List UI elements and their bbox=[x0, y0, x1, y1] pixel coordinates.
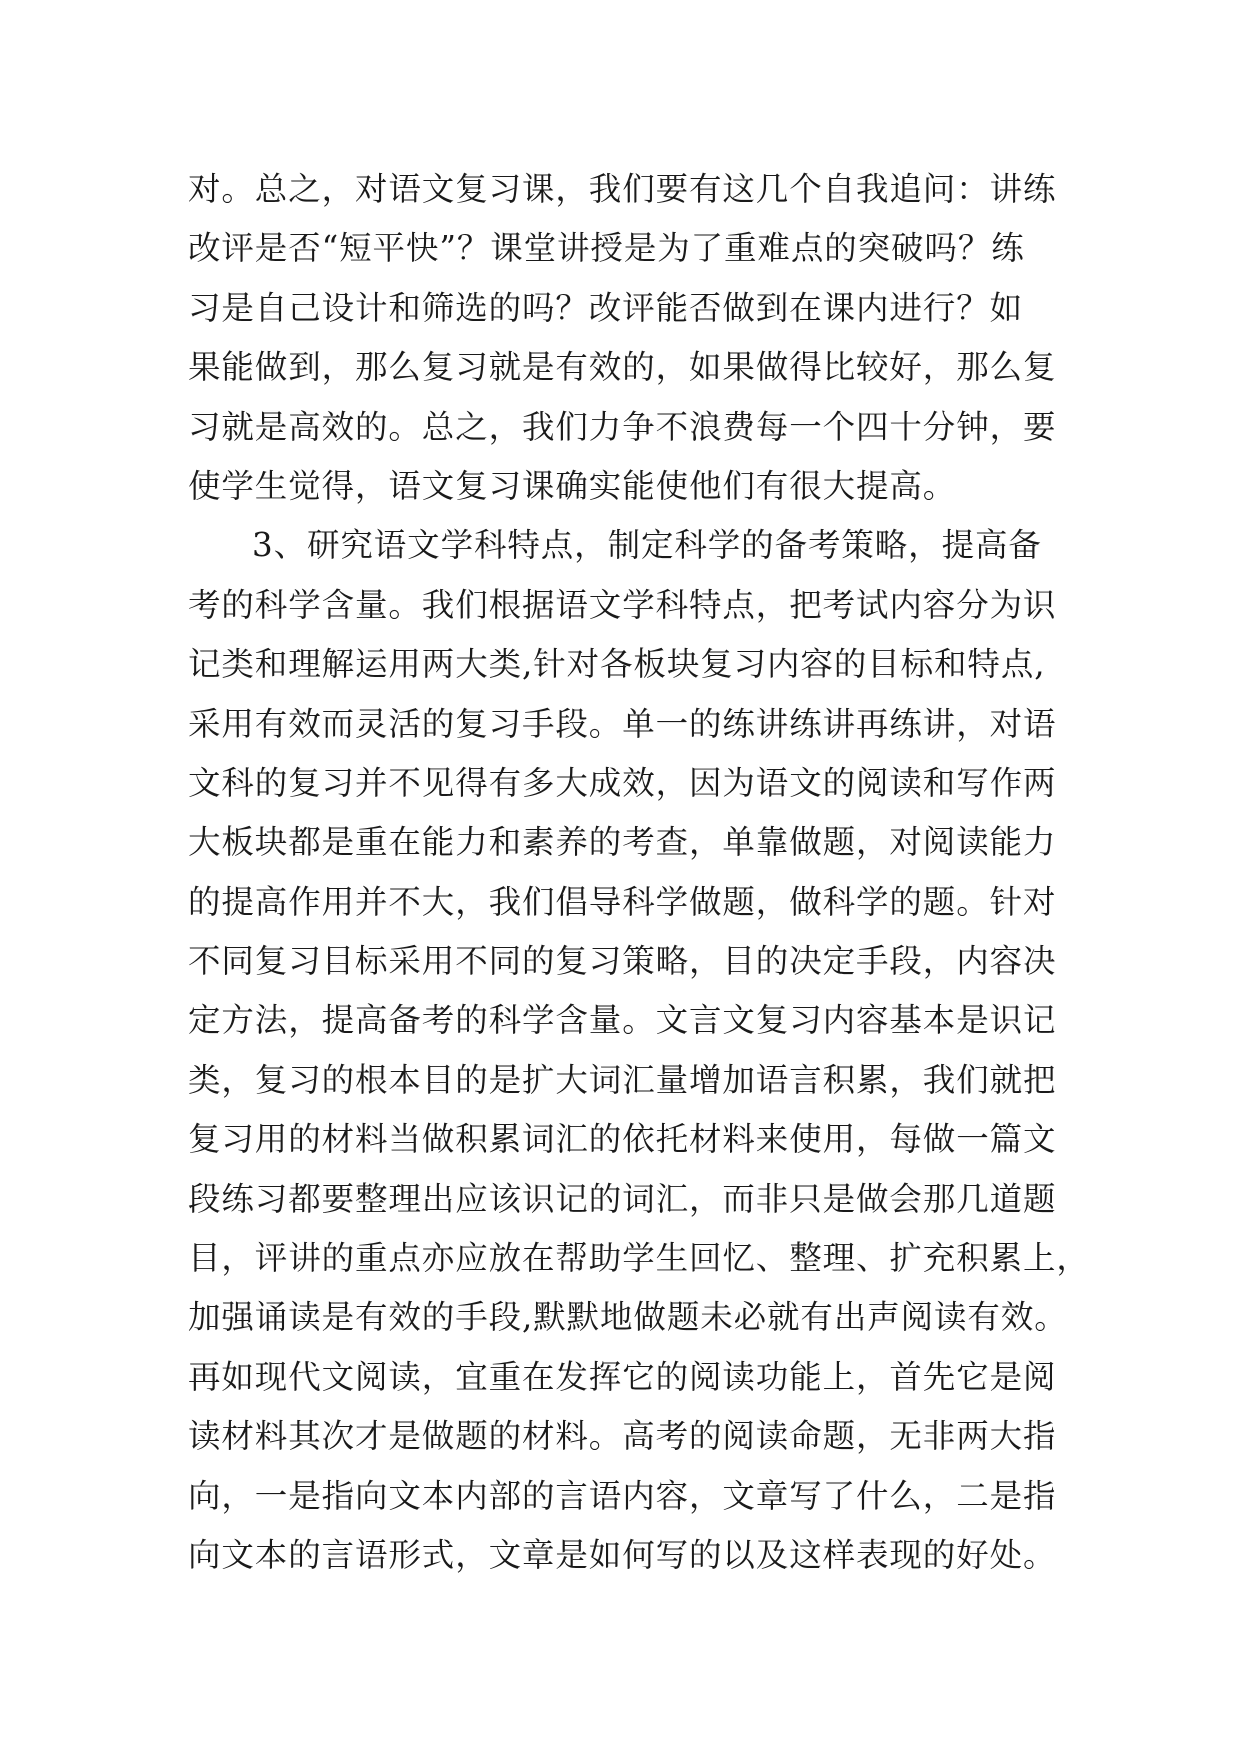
text-line: 段练习都要整理出应该识记的词汇，而非只是做会那几道题 bbox=[188, 1179, 1057, 1218]
paragraph-2 bbox=[188, 516, 1090, 1585]
text-line: 习是自己设计和筛选的吗？改评能否做到在课内进行？如 bbox=[188, 288, 1024, 327]
text-line: 类，复习的根本目的是扩大词汇量增加语言积累，我们就把 bbox=[188, 1060, 1057, 1099]
text-line: 记类和理解运用两大类,针对各板块复习内容的目标和特点, bbox=[188, 645, 1046, 684]
text-line: 对。总之，对语文复习课，我们要有这几个自我追问：讲练 bbox=[188, 170, 1057, 208]
text-line: 采用有效而灵活的复习手段。单一的练讲练讲再练讲，对语 bbox=[188, 704, 1057, 743]
text-line: 向，一是指向文本内部的言语内容，文章写了什么，二是指 bbox=[188, 1476, 1057, 1515]
text-line: 大板块都是重在能力和素养的考查，单靠做题，对阅读能力 bbox=[188, 823, 1057, 862]
text-line: 向文本的言语形式，文章是如何写的以及这样表现的好处。 bbox=[188, 1535, 1057, 1574]
text-line: 果能做到，那么复习就是有效的，如果做得比较好，那么复 bbox=[188, 348, 1057, 387]
text-line: 改评是否“短平快”？课堂讲授是为了重难点的突破吗？练 bbox=[188, 229, 1025, 268]
text-line: 复习用的材料当做积累词汇的依托材料来使用，每做一篇文 bbox=[188, 1120, 1057, 1159]
text-line: 目，评讲的重点亦应放在帮助学生回忆、整理、扩充积累上， bbox=[188, 1239, 1090, 1278]
paragraph-1 bbox=[188, 160, 1068, 516]
text-line: 不同复习目标采用不同的复习策略，目的决定手段，内容决 bbox=[188, 942, 1057, 981]
text-line: 使学生觉得，语文复习课确实能使他们有很大提高。 bbox=[188, 466, 957, 505]
text-line: 习就是高效的。总之，我们力争不浪费每一个四十分钟，要 bbox=[188, 407, 1057, 446]
document-body bbox=[188, 160, 1090, 1585]
text-line: 3、研究语文学科特点，制定科学的备考策略，提高备 bbox=[252, 526, 1042, 565]
text-line: 文科的复习并不见得有多大成效，因为语文的阅读和写作两 bbox=[188, 763, 1057, 802]
text-line: 考的科学含量。我们根据语文学科特点，把考试内容分为识 bbox=[188, 585, 1057, 624]
text-line: 读材料其次才是做题的材料。高考的阅读命题，无非两大指 bbox=[188, 1417, 1057, 1456]
text-line: 再如现代文阅读，宜重在发挥它的阅读功能上，首先它是阅 bbox=[188, 1357, 1057, 1396]
text-line: 加强诵读是有效的手段,默默地做题未必就有出声阅读有效。 bbox=[188, 1298, 1068, 1337]
text-line: 定方法，提高备考的科学含量。文言文复习内容基本是识记 bbox=[188, 1001, 1057, 1040]
text-line: 的提高作用并不大，我们倡导科学做题，做科学的题。针对 bbox=[188, 882, 1057, 921]
